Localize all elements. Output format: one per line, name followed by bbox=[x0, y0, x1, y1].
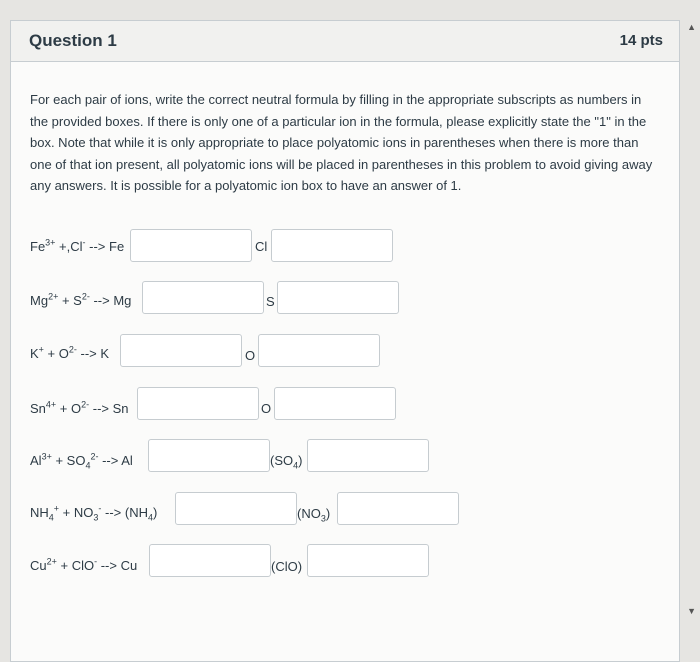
question-card bbox=[10, 20, 680, 662]
subscript-input-4a[interactable] bbox=[137, 387, 259, 420]
ion-label-1: Cl bbox=[255, 239, 268, 254]
subscript-input-7b[interactable] bbox=[307, 544, 429, 577]
subscript-input-4b[interactable] bbox=[274, 387, 396, 420]
question-points: 14 pts bbox=[619, 32, 663, 49]
ion-label-7: (ClO) bbox=[271, 559, 303, 574]
equation-row-3: $K^+ + O^{2-}$ --> K bbox=[30, 344, 110, 361]
question-title: Question 1 bbox=[29, 31, 117, 50]
ion-label-3: O bbox=[245, 348, 256, 363]
equation-row-7: $Cu^{2+} + ClO^-$ --> Cu bbox=[30, 556, 138, 573]
subscript-input-1b[interactable] bbox=[271, 229, 393, 262]
question-instructions: For each pair of ions, write the correct neutral formula by filling in the appropriate subscripts as numbers in the provided boxes. If there is only one of a particular ion in the formula, please explicitly state the "1" in the box. Note that while it is only appropriate to place polyatomic ions in parentheses when there is more than one of that ion present, all polyatomic ions will be placed in parentheses in this problem to avoid giving away any answers. It is possible for a polyatomic ion box to have an answer of 1. bbox=[30, 92, 653, 193]
subscript-input-5a[interactable] bbox=[148, 439, 270, 472]
subscript-input-2a[interactable] bbox=[142, 281, 264, 314]
equation-row-6: $NH_4^+ + NO_3^-$ --> $(NH_4)$ bbox=[30, 503, 158, 523]
subscript-input-5b[interactable] bbox=[307, 439, 429, 472]
subscript-input-6b[interactable] bbox=[337, 492, 459, 525]
scroll-up-arrow-icon[interactable]: ▲ bbox=[687, 22, 696, 32]
question-header bbox=[11, 21, 679, 62]
equation-row-1: $Fe^{3+} +,Cl^-$ --> Fe bbox=[30, 237, 125, 254]
ion-label-6: $(NO_3)$ bbox=[297, 506, 331, 524]
ion-label-5: $(SO_4)$ bbox=[270, 453, 303, 471]
ion-label-2: S bbox=[266, 294, 275, 309]
equation-row-5: $Al^{3+} + SO_4^{2-}$ --> Al bbox=[30, 451, 133, 471]
subscript-input-1a[interactable] bbox=[130, 229, 252, 262]
subscript-input-2b[interactable] bbox=[277, 281, 399, 314]
ion-label-4: O bbox=[261, 401, 272, 416]
subscript-input-3b[interactable] bbox=[258, 334, 380, 367]
subscript-input-6a[interactable] bbox=[175, 492, 297, 525]
scroll-down-arrow-icon[interactable]: ▼ bbox=[687, 606, 696, 616]
equation-row-4: $Sn^{4+} + O^{2-}$ --> Sn bbox=[30, 399, 129, 416]
subscript-input-3a[interactable] bbox=[120, 334, 242, 367]
equation-row-2: $Mg^{2+} + S^{2-}$ --> Mg bbox=[30, 291, 132, 308]
subscript-input-7a[interactable] bbox=[149, 544, 271, 577]
